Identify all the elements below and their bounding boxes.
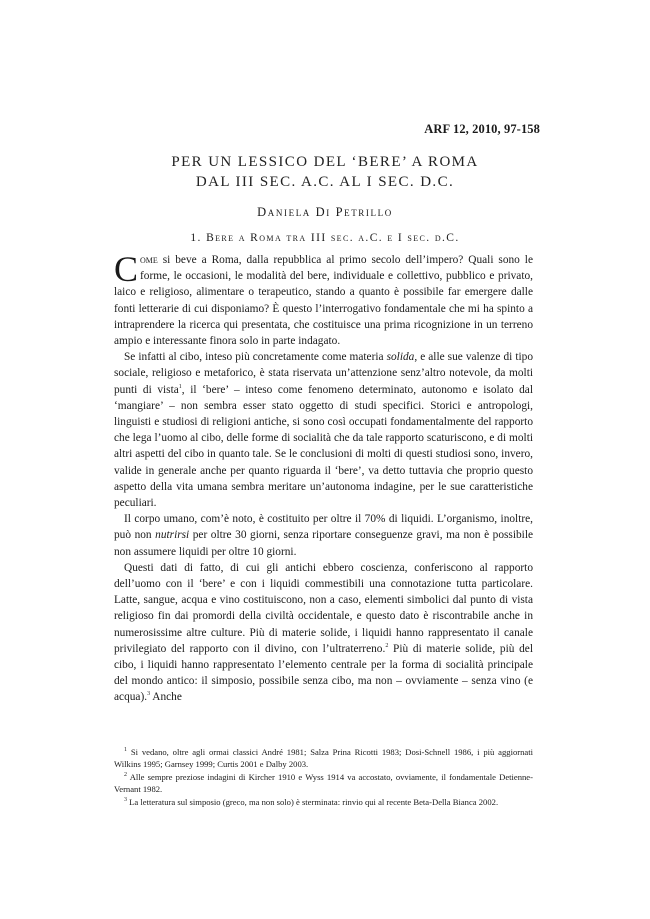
footnote-3	[114, 796, 533, 808]
journal-reference: ARF 12, 2010, 97-158	[424, 122, 540, 136]
paragraph-3-text-b: per oltre 30 giorni, senza riportare conseguenze gravi, ma non è possibile non assumere liquidi per oltre 10 giorni.	[114, 529, 534, 558]
paragraph-2-text-c: , il ‘bere’ – inteso come fenomeno determinato, autonomo e isolato dal ‘mangiare’ – non sembra esser stato oggetto di studi specifici. Storici e antropologi, linguisti e studiosi di religioni antiche, si sono così occupati fondamentalmente del rapporto che lega l’uomo al cibo, delle forme di socialità che da tale rapporto scaturiscono, e di molti altri aspetti del cibo in quanto tale. Se le conclusioni di molti di questi studiosi sono, invero, valide in generale anche per quanto riguarda il ‘bere’, va detto tuttavia che proprio questo aspetto della vita umana sembra meritare un’autonoma indagine, per le sue caratteristiche peculiari.	[114, 383, 533, 510]
emphasis-solida: solida	[386, 351, 415, 364]
footnote-2	[114, 771, 533, 795]
footnote-text: Si vedano, oltre agli ormai classici André 1981; Salza Prina Ricotti 1983; Dosi-Schnell 1986, i più aggiornati Wilkins 1995; Garnsey 1999; Curtis 2001 e Dalby 2003.	[114, 747, 533, 769]
title-line-1: PER UN LESSICO DEL ‘BERE’ A ROMA	[171, 154, 479, 170]
footnote-text: La letteratura sul simposio (greco, ma non solo) è sterminata: rinvio qui al recente Beta-Della Bianca 2002.	[129, 797, 499, 807]
opening-smallcaps: ome	[140, 254, 158, 266]
author-name: Daniela Di Petrillo	[257, 205, 393, 219]
paragraph-4-text-c: Anche	[150, 691, 182, 704]
paragraph-3	[114, 511, 533, 560]
emphasis-nutrirsi: nutrirsi	[155, 529, 190, 542]
paragraph-2-text-b: , e alle sue valenze di tipo sociale, religioso e metaforico, è stata riservata un’attenzione senz’altro notevole, da molti punti di vista	[114, 351, 533, 396]
footnotes	[114, 746, 533, 809]
drop-cap: C	[114, 249, 139, 289]
footnote-number: 2	[124, 772, 127, 779]
footnote-1	[114, 746, 533, 770]
paragraph-1-text: si beve a Roma, dalla repubblica al primo secolo dell’impero? Quali sono le forme, le occasioni, le modalità del bere, individuale e collettivo, pubblico e privato, laico e religioso, alimentare o terapeutico, stando a quanto è possibile far emergere dalle fonti letterarie di cui disponiamo? È questo l’interrogativo fondamentale che mi ha spinto a intraprendere la ricerca qui presentata, che costituisce una prima ricognizione in un terreno ampio e interessante finora solo in parte indagato.	[114, 254, 533, 348]
paragraph-2-text-a: Se infatti al cibo, inteso più concretamente come materia	[124, 351, 387, 364]
footnote-number: 3	[124, 797, 127, 804]
footnote-text: Alle sempre preziose indagini di Kircher 1910 e Wyss 1914 va accostato, ovviamente, il fondamentale Detienne-Vernant 1982.	[114, 772, 533, 794]
paragraph-3-text-a: Il corpo umano, com’è noto, è costituito per oltre il 70% di liquidi. L’organismo, inoltre, può non	[114, 513, 533, 542]
section-heading: 1. Bere a Roma tra III sec. a.C. e I sec. d.C.	[190, 232, 460, 244]
footnote-number: 1	[124, 747, 127, 754]
paragraph-2	[114, 349, 533, 511]
body-text	[114, 249, 534, 706]
footnote-ref-2[interactable]: 2	[385, 643, 389, 650]
paragraph-4-text-a: Questi dati di fatto, di cui gli antichi ebbero coscienza, conferiscono al rapporto dell’uomo con il ‘bere’ e con i liquidi commestibili una connotazione tutta particolare. Latte, sangue, acqua e vino costituiscono, non a caso, elementi simbolici dal punto di vista religioso fin dai promordi della civiltà occidentale, e questo dato è riscontrabile anche in numerosissime altre culture. Più di materie solide, i liquidi hanno rappresentato il canale privilegiato del rapporto con il divino, con l’ultraterreno.	[114, 561, 533, 655]
footnote-ref-1[interactable]: 1	[178, 383, 182, 390]
paragraph-4	[114, 560, 533, 706]
paragraph-1	[114, 249, 533, 349]
title-line-2: DAL III SEC. A.C. AL I SEC. D.C.	[195, 174, 455, 190]
paragraph-4-text-b: Più di materie solide, più del cibo, i liquidi hanno rappresentato l’elemento centrale per la forma di socialità principale del mondo antico: il simposio, possibile senza cibo, ma non – ovviamente – senza vino (e acqua).	[114, 642, 533, 704]
footnote-ref-3[interactable]: 3	[147, 691, 151, 698]
title-block	[0, 152, 650, 220]
